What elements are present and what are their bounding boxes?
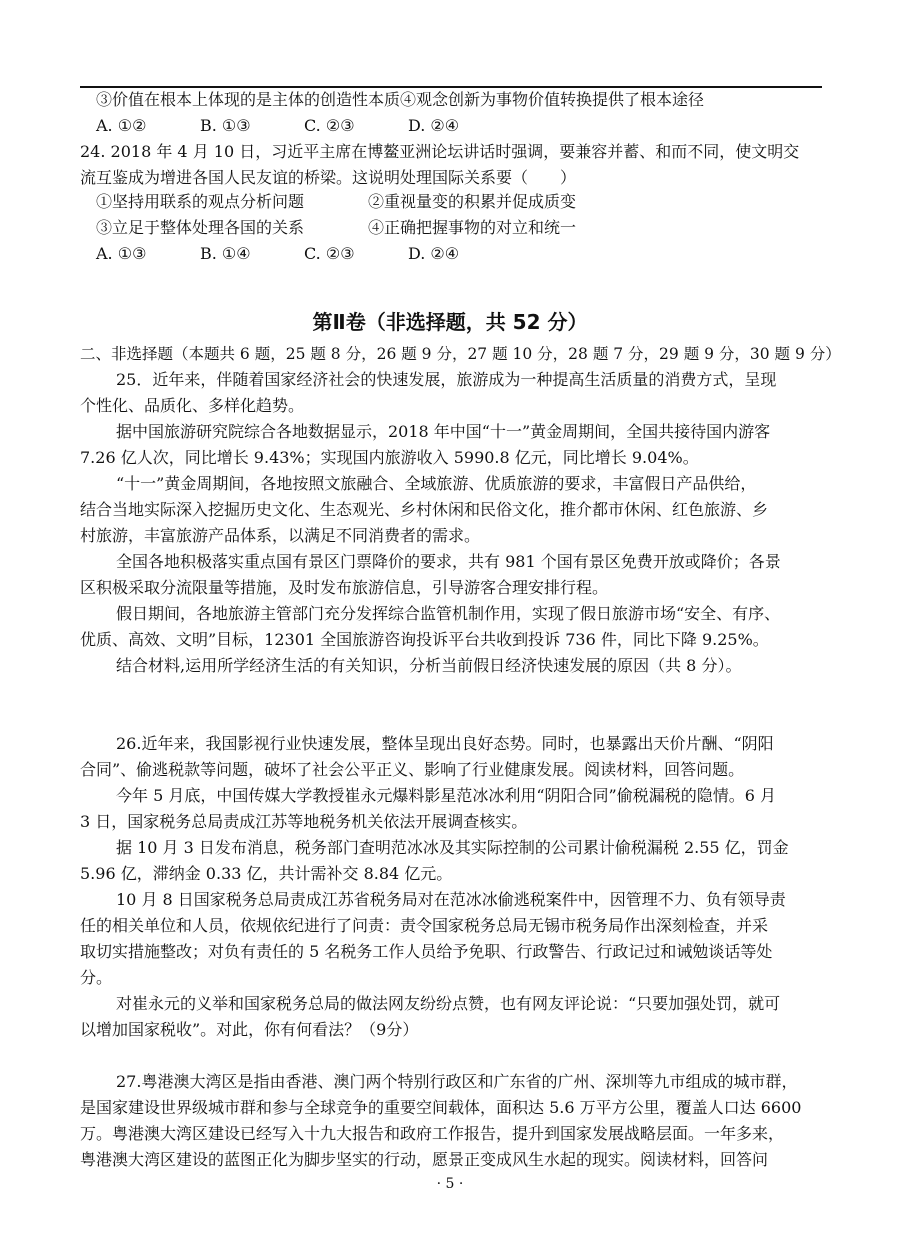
q25-line: 村旅游，丰富旅游产品体系，以满足不同消费者的需求。: [80, 526, 481, 545]
q25-line: 全国各地积极落实重点国有景区门票降价的要求，共有 981 个国有景区免费开放或降价；各景: [116, 552, 781, 571]
q26-line: 合同”、偷逃税款等问题，破坏了社会公平正义、影响了行业健康发展。阅读材料，回答问题。: [80, 760, 745, 779]
option-d: D. ②④: [408, 244, 460, 263]
q24-options: [96, 242, 512, 266]
q24-choice-2: ②重视量变的积累并促成质变: [368, 192, 577, 211]
q26-line: 取切实措施整改；对负有责任的 5 名税务工作人员给予免职、行政警告、行政记过和诫勉谈话等处: [80, 942, 773, 961]
q26-line: 分。: [80, 968, 113, 987]
q24-stem-line-2: 流互鉴成为增进各国人民友谊的桥梁。这说明处理国际关系要（ ）: [80, 168, 577, 187]
option-b: B. ①③: [200, 116, 251, 135]
q26-line: 据 10 月 3 日发布消息，税务部门查明范冰冰及其实际控制的公司累计偷税漏税 2.55 亿，罚金: [116, 838, 789, 857]
previous-question-options: [96, 114, 512, 138]
previous-question-line: ③价值在根本上体现的是主体的创造性本质④观念创新为事物价值转换提供了根本途径: [96, 90, 705, 109]
q25-line: 结合当地实际深入挖掘历史文化、生态观光、乡村休闲和民俗文化，推介都市休闲、红色旅游、乡: [80, 500, 769, 519]
option-c: C. ②③: [304, 244, 355, 263]
q27-line: 粤港澳大湾区建设的蓝图正化为脚步坚实的行动，愿景正变成风生水起的现实。阅读材料，回答问: [80, 1150, 769, 1169]
q25-line: 25．近年来，伴随着国家经济社会的快速发展，旅游成为一种提高生活质量的消费方式，呈现: [116, 370, 777, 389]
q27-line: 27.粤港澳大湾区是指由香港、澳门两个特别行政区和广东省的广州、深圳等九市组成的城市群，: [116, 1072, 798, 1091]
option-d: D. ②④: [408, 116, 460, 135]
option-a: A. ①②: [96, 116, 147, 135]
q26-line: 26.近年来，我国影视行业快速发展，整体呈现出良好态势。同时，也暴露出天价片酬、“阴阳: [116, 734, 774, 753]
q25-line: 个性化、品质化、多样化趋势。: [80, 396, 305, 415]
section-title: 第Ⅱ卷（非选择题，共 52 分）: [312, 310, 588, 334]
q26-line: 3 日，国家税务总局责成江苏等地税务机关依法开展调查核实。: [80, 812, 528, 831]
option-c: C. ②③: [304, 116, 355, 135]
q27-line: 是国家建设世界级城市群和参与全球竞争的重要空间载体，面积达 5.6 万平方公里，覆盖人口达 6600: [80, 1098, 802, 1117]
q26-line: 对崔永元的义举和国家税务总局的做法网友纷纷点赞，也有网友评论说：“只要加强处罚，就可: [116, 994, 781, 1013]
page-number: · 5 ·: [436, 1176, 464, 1192]
q25-line: 区积极采取分流限量等措施，及时发布旅游信息，引导游客合理安排行程。: [80, 578, 609, 597]
section-intro: 二、非选择题（本题共 6 题，25 题 8 分，26 题 9 分，27 题 10 分，28 题 7 分，29 题 9 分，30 题 9 分）: [80, 345, 841, 363]
q26-line: 10 月 8 日国家税务总局责成江苏省税务局对在范冰冰偷逃税案件中，因管理不力、负有领导责: [116, 890, 786, 909]
q24-choice-1: ①坚持用联系的观点分析问题: [96, 192, 305, 211]
q25-line: 据中国旅游研究院综合各地数据显示，2018 年中国“十一”黄金周期间，全国共接待国内游客: [116, 422, 771, 441]
q26-line: 5.96 亿，滞纳金 0.33 亿，共计需补交 8.84 亿元。: [80, 864, 453, 883]
q25-question: 结合材料,运用所学经济生活的有关知识，分析当前假日经济快速发展的原因（共 8 分）。: [116, 656, 742, 675]
q27-line: 万。粤港澳大湾区建设已经写入十九大报告和政府工作报告，提升到国家发展战略层面。一年多来，: [80, 1124, 785, 1143]
q24-choice-3: ③立足于整体处理各国的关系: [96, 218, 305, 237]
q24-stem-line-1: 24. 2018 年 4 月 10 日，习近平主席在博鳌亚洲论坛讲话时强调，要兼容并蓄、和而不同，使文明交: [80, 142, 800, 161]
q25-line: “十一”黄金周期间，各地按照文旅融合、全域旅游、优质旅游的要求，丰富假日产品供给，: [116, 474, 757, 493]
q24-choice-4: ④正确把握事物的对立和统一: [368, 218, 577, 237]
q26-line: 任的相关单位和人员，依规依纪进行了问责：责令国家税务总局无锡市税务局作出深刻检查，并采: [80, 916, 769, 935]
q26-line: 今年 5 月底，中国传媒大学教授崔永元爆料影星范冰冰利用“阴阳合同”偷税漏税的隐情。6 月: [116, 786, 776, 805]
q25-line: 优质、高效、文明”目标，12301 全国旅游咨询投诉平台共收到投诉 736 件，同比下降 9.25%。: [80, 630, 769, 649]
q26-question: 以增加国家税收”。对此，你有何看法？（9分）: [80, 1020, 419, 1039]
q24-choices-row-2: [96, 216, 640, 240]
q25-line: 7.26 亿人次，同比增长 9.43%；实现国内旅游收入 5990.8 亿元，同比增长 9.04%。: [80, 448, 699, 467]
q25-line: 假日期间，各地旅游主管部门充分发挥综合监管机制作用，实现了假日旅游市场“安全、有序、: [116, 604, 781, 623]
q24-choices-row-1: [96, 190, 640, 214]
option-a: A. ①③: [96, 244, 147, 263]
option-b: B. ①④: [200, 244, 251, 263]
